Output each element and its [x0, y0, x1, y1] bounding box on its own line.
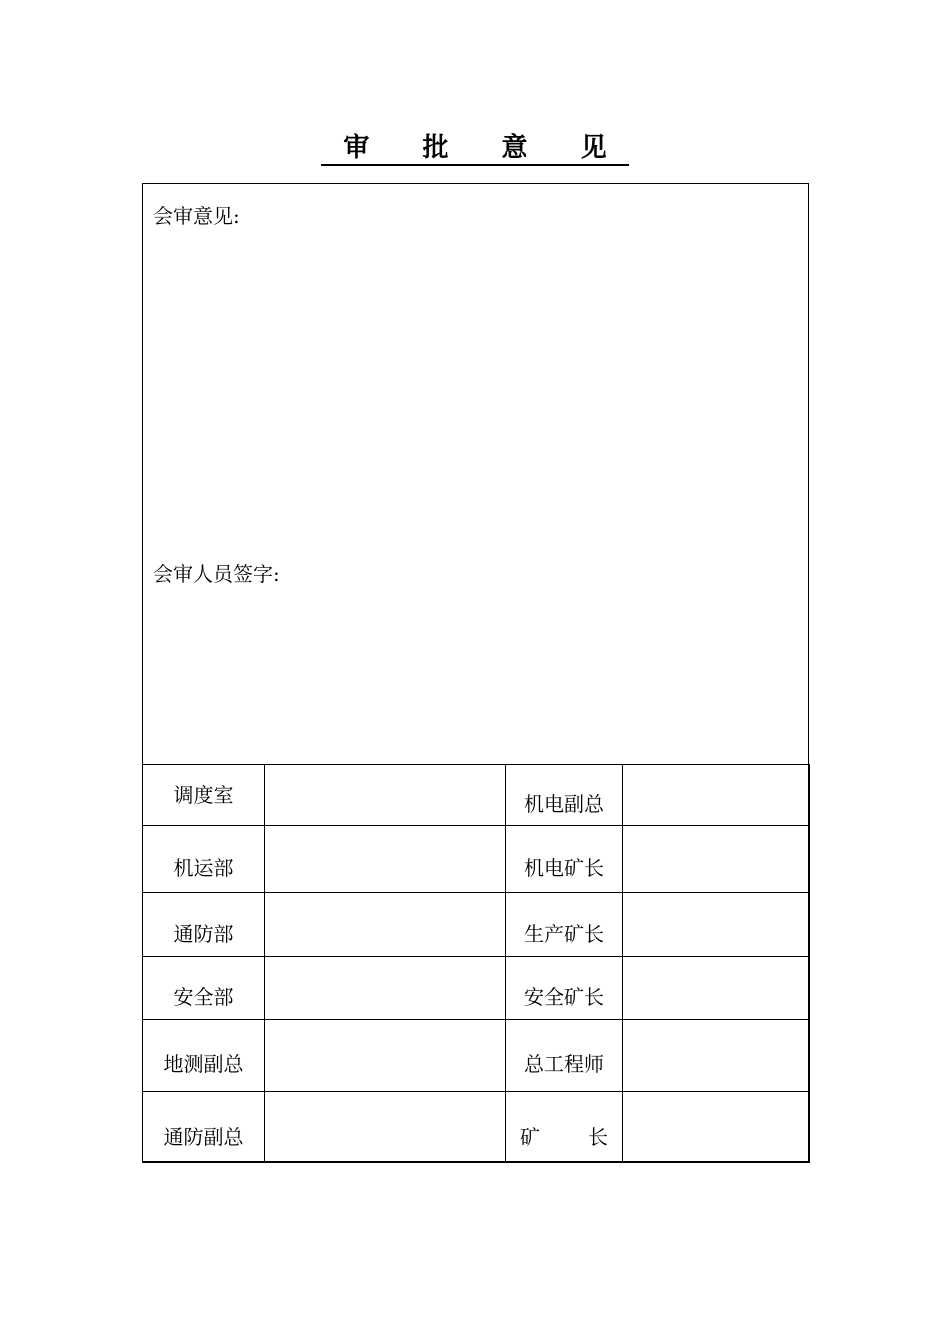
leader-label	[506, 1125, 622, 1149]
dept-signature-field[interactable]	[265, 893, 506, 957]
table-row	[143, 957, 810, 1020]
dept-label: 安全部	[173, 985, 234, 1009]
review-opinion-label: 会审意见:	[153, 204, 240, 228]
leader-label: 机电副总	[524, 792, 604, 816]
reviewer-signature-label: 会审人员签字:	[153, 562, 280, 586]
leader-label-cell	[506, 1092, 623, 1163]
table-row	[143, 765, 810, 826]
dept-label-cell	[143, 957, 265, 1020]
dept-label-cell	[143, 1092, 265, 1163]
leader-signature-field[interactable]	[623, 957, 810, 1020]
leader-signature-field[interactable]	[623, 893, 810, 957]
dept-label-cell	[143, 765, 265, 826]
page-title-text: 审 批 意 见	[321, 132, 628, 166]
leader-label: 安全矿长	[524, 985, 604, 1009]
leader-label-cell	[506, 957, 623, 1020]
dept-signature-field[interactable]	[265, 826, 506, 893]
dept-signature-field[interactable]	[265, 1092, 506, 1163]
dept-signature-field[interactable]	[265, 765, 506, 826]
leader-signature-field[interactable]	[623, 1020, 810, 1092]
leader-signature-field[interactable]	[623, 1092, 810, 1163]
leader-label: 生产矿长	[524, 922, 604, 946]
dept-label: 机运部	[173, 856, 234, 880]
leader-label: 机电矿长	[524, 856, 604, 880]
signature-table	[142, 764, 810, 1163]
table-row	[143, 1092, 810, 1163]
dept-signature-field[interactable]	[265, 957, 506, 1020]
leader-signature-field[interactable]	[623, 826, 810, 893]
dept-label: 通防部	[173, 922, 234, 946]
leader-label-part: 长	[588, 1125, 608, 1149]
dept-label: 地测副总	[163, 1052, 244, 1076]
leader-signature-field[interactable]	[623, 765, 810, 826]
table-row	[143, 1020, 810, 1092]
leader-label-cell	[506, 893, 623, 957]
dept-label-cell	[143, 893, 265, 957]
leader-label-part: 矿	[520, 1125, 540, 1149]
leader-label-cell	[506, 826, 623, 893]
page-title	[0, 130, 950, 166]
dept-label: 调度室	[173, 783, 234, 807]
table-row	[143, 826, 810, 893]
approval-form	[142, 183, 809, 1162]
leader-label-cell	[506, 765, 623, 826]
leader-label-cell	[506, 1020, 623, 1092]
dept-label-cell	[143, 1020, 265, 1092]
dept-label: 通防副总	[163, 1125, 244, 1149]
dept-label-cell	[143, 826, 265, 893]
table-row	[143, 893, 810, 957]
dept-signature-field[interactable]	[265, 1020, 506, 1092]
leader-label: 总工程师	[524, 1052, 604, 1076]
